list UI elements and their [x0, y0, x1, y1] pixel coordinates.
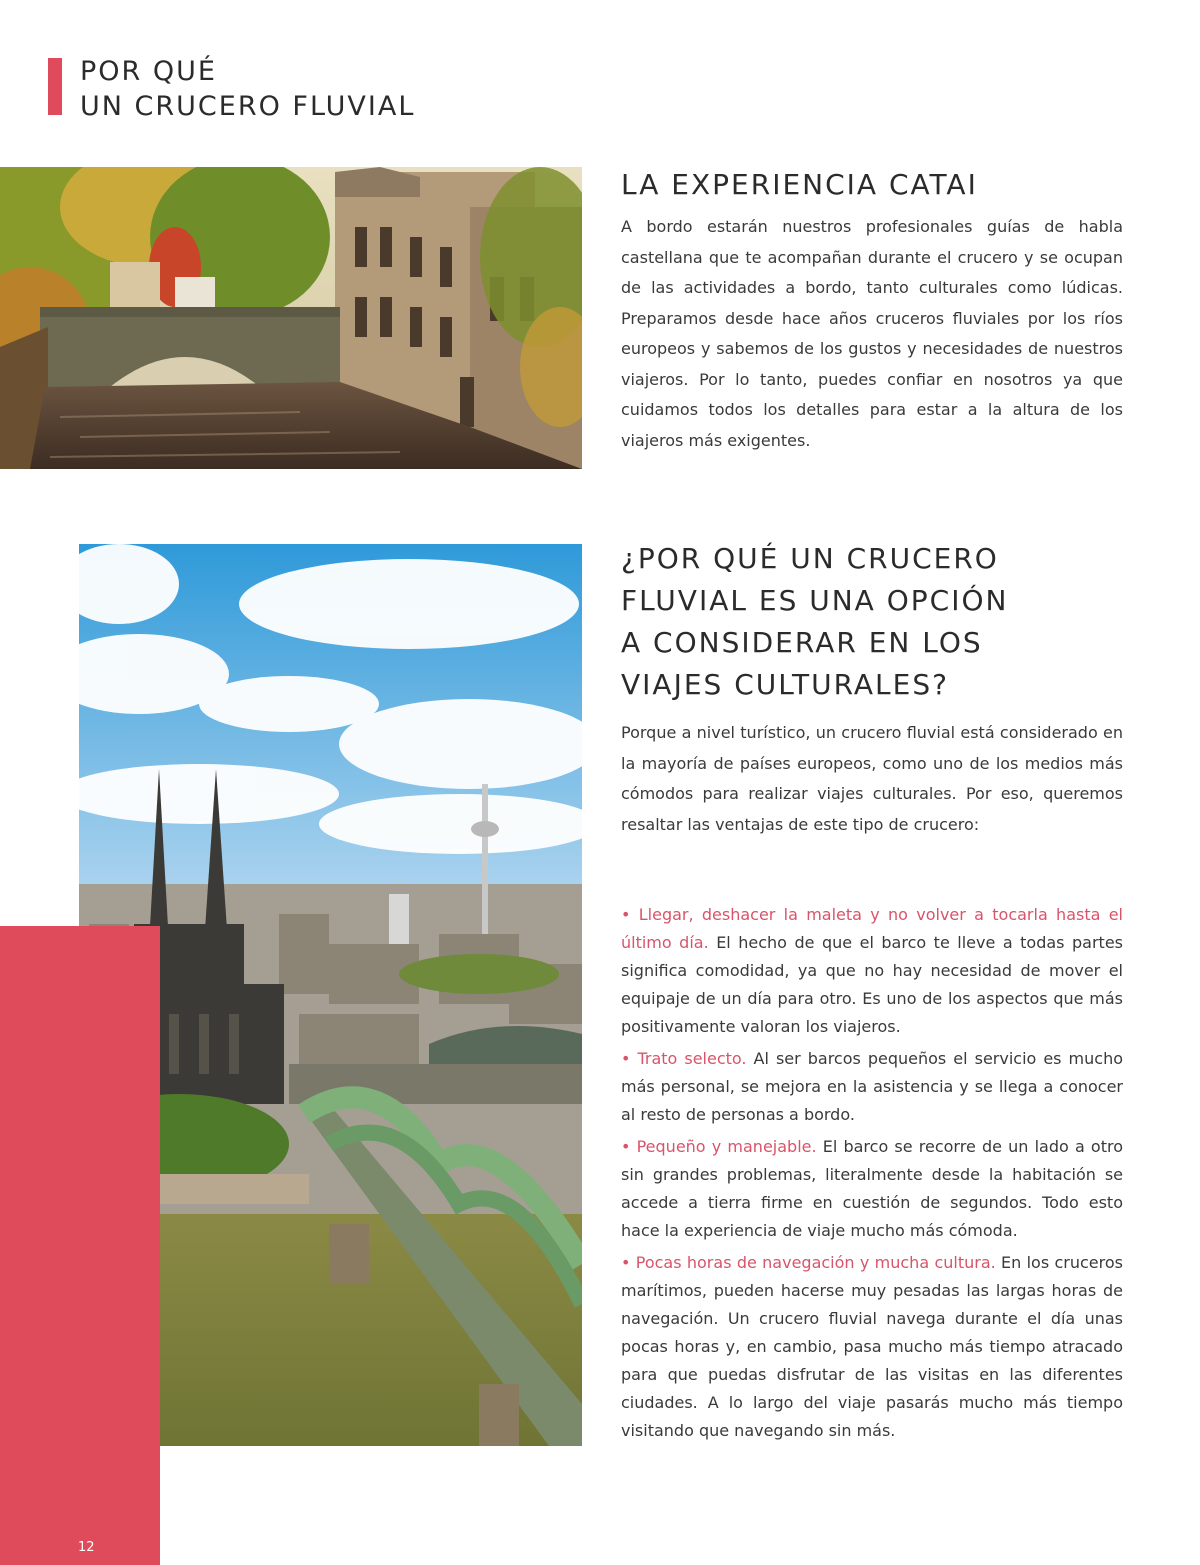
bullet-text: El hecho de que el barco te lleve a todas partes significa comodidad, ya que no hay necesidad de mover el equipaje de un día para otro. Es uno de los aspectos que más positivamente valoran los viajeros.: [621, 933, 1124, 1036]
section-title-experiencia: LA EXPERIENCIA CATAI: [621, 168, 978, 201]
bullet-lead: • Pequeño y manejable.: [621, 1137, 817, 1156]
header-title-line-1: POR QUÉ: [80, 56, 217, 87]
bullet-lead: • Llegar, deshacer la maleta y no volver a tocarla hasta el último día.: [621, 905, 1123, 952]
bullet-text: El barco se recorre de un lado a otro sin grandes problemas, literalmente desde la habitación se accede a tierra firme en cuestión de segundos. Todo esto hace la experiencia de viaje mucho más cómoda.: [621, 1137, 1124, 1240]
header-accent-bar: [48, 58, 62, 115]
page-number: 12: [78, 1540, 95, 1555]
canal-photo: [0, 167, 582, 469]
bullet-text: Al ser barcos pequeños el servicio es mucho más personal, se mejora en la asistencia y se llega a conocer al resto de personas a bordo.: [621, 1049, 1124, 1124]
title-line: A CONSIDERAR EN LOS: [621, 626, 983, 659]
bullet-lead: • Pocas horas de navegación y mucha cultura.: [621, 1253, 996, 1272]
intro-paragraph: Porque a nivel turístico, un crucero fluvial está considerado en la mayoría de países europeos, como uno de los medios más cómodos para realizar viajes culturales. Por eso, queremos resaltar las ventajas de este tipo de crucero:: [621, 723, 1123, 834]
experiencia-paragraph: A bordo estarán nuestros profesionales guías de habla castellana que te acompañan durante el crucero y se ocupan de las actividades a bordo, tanto culturales como lúdicas. Preparamos desde hace años cruceros fluviales por los ríos europeos y sabemos de los gustos y necesidades de nuestros viajeros. Por lo tanto, puedes confiar en nosotros ya que cuidamos todos los detalles para estar a la altura de los viajeros más exigentes.: [621, 217, 1123, 450]
title-line: FLUVIAL ES UNA OPCIÓN: [621, 584, 1009, 617]
list-item: [621, 1249, 1123, 1445]
advantages-list: [621, 901, 1123, 1449]
list-item: [621, 901, 1123, 1041]
accent-red-block: [0, 926, 160, 1565]
section-title-por-que: [621, 538, 1181, 706]
page-header-title: [80, 54, 415, 124]
bullet-lead: • Trato selecto.: [621, 1049, 747, 1068]
list-item: [621, 1133, 1123, 1245]
title-line: VIAJES CULTURALES?: [621, 668, 949, 701]
list-item: [621, 1045, 1123, 1129]
bullet-text: En los cruceros marítimos, pueden hacerse muy pesadas las largas horas de navegación. Un crucero fluvial navega durante el día unas pocas horas y, en cambio, pasa mucho más tiempo atracado para que puedas disfrutar de las visitas en las diferentes ciudades. A lo largo del viaje pasarás mucho más tiempo visitando que navegando sin más.: [621, 1253, 1123, 1440]
title-line: ¿POR QUÉ UN CRUCERO: [621, 542, 999, 575]
header-title-line-2: UN CRUCERO FLUVIAL: [80, 91, 416, 122]
